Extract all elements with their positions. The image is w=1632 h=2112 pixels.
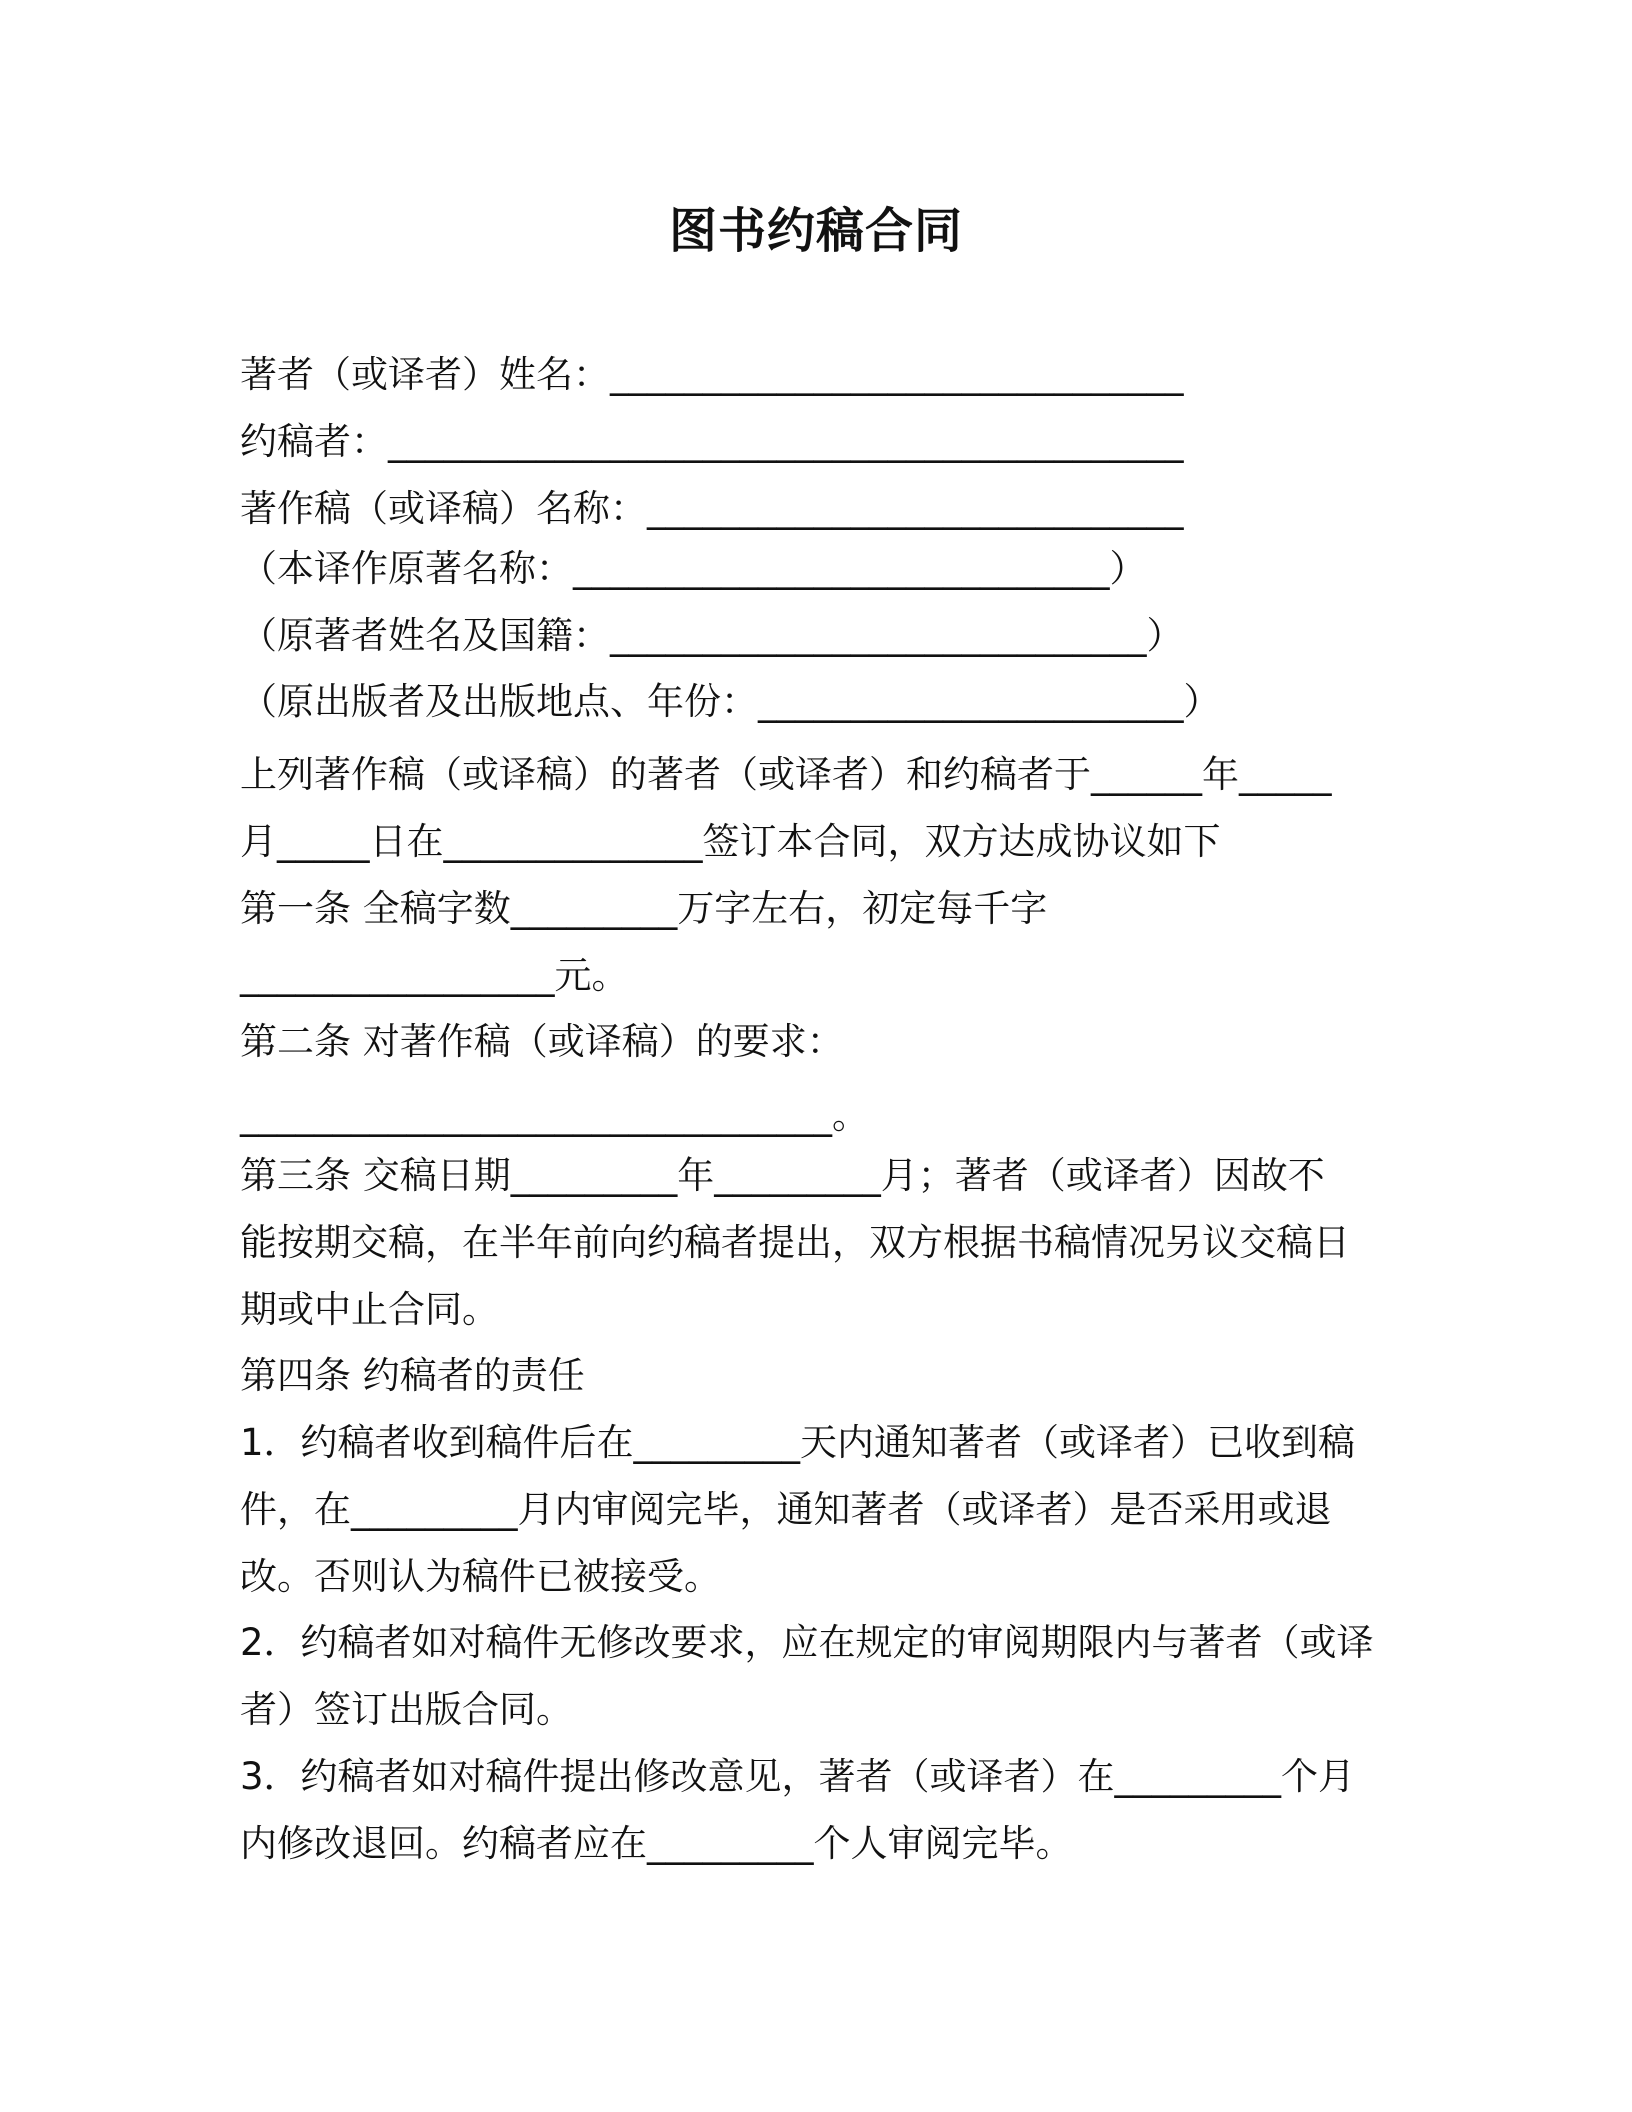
preamble-line-1: 上列著作稿（或译稿）的著者（或译者）和约稿者于______年_____ <box>240 753 1332 796</box>
original-publisher-line: （原出版者及出版地点、年份：_______________________） <box>240 680 1221 723</box>
preamble-line-2: 月_____日在______________签订本合同，双方达成协议如下 <box>240 820 1221 863</box>
clause-2-line-1: 2．约稿者如对稿件无修改要求，应在规定的审阅期限内与著者（或译 <box>240 1621 1374 1664</box>
manuscript-name-line: 著作稿（或译稿）名称：_____________________________ <box>240 487 1184 530</box>
clause-1-line-2: 件，在_________月内审阅完毕，通知著者（或译者）是否采用或退 <box>240 1488 1332 1531</box>
clause-1-line-3: 改。否则认为稿件已被接受。 <box>240 1555 721 1598</box>
article-1-line-2: _________________元。 <box>240 954 629 997</box>
article-4-heading: 第四条 约稿者的责任 <box>240 1354 585 1397</box>
article-2-line-1: 第二条 对著作稿（或译稿）的要求： <box>240 1020 844 1063</box>
article-3-line-3: 期或中止合同。 <box>240 1288 499 1331</box>
clause-3-line-2: 内修改退回。约稿者应在_________个人审阅完毕。 <box>240 1822 1073 1865</box>
original-author-line: （原著者姓名及国籍：_____________________________） <box>240 614 1184 657</box>
clause-2-line-2: 者）签订出版合同。 <box>240 1688 573 1731</box>
commissioner-line: 约稿者：___________________________________________ <box>240 420 1184 463</box>
clause-1-line-1: 1．约稿者收到稿件后在_________天内通知著者（或译者）已收到稿 <box>240 1421 1356 1464</box>
article-3-line-1: 第三条 交稿日期_________年_________月；著者（或译者）因故不 <box>240 1154 1325 1197</box>
clause-3-line-1: 3．约稿者如对稿件提出修改意见，著者（或译者）在_________个月 <box>240 1755 1356 1798</box>
document-title: 图书约稿合同 <box>668 203 963 259</box>
article-1-line-1: 第一条 全稿字数_________万字左右，初定每千字 <box>240 887 1048 930</box>
article-3-line-2: 能按期交稿，在半年前向约稿者提出，双方根据书稿情况另议交稿日 <box>240 1221 1350 1264</box>
article-2-line-2: ________________________________。 <box>240 1094 869 1137</box>
author-name-line: 著者（或译者）姓名：_______________________________ <box>240 353 1184 396</box>
original-title-line: （本译作原著名称：_____________________________） <box>240 547 1147 590</box>
